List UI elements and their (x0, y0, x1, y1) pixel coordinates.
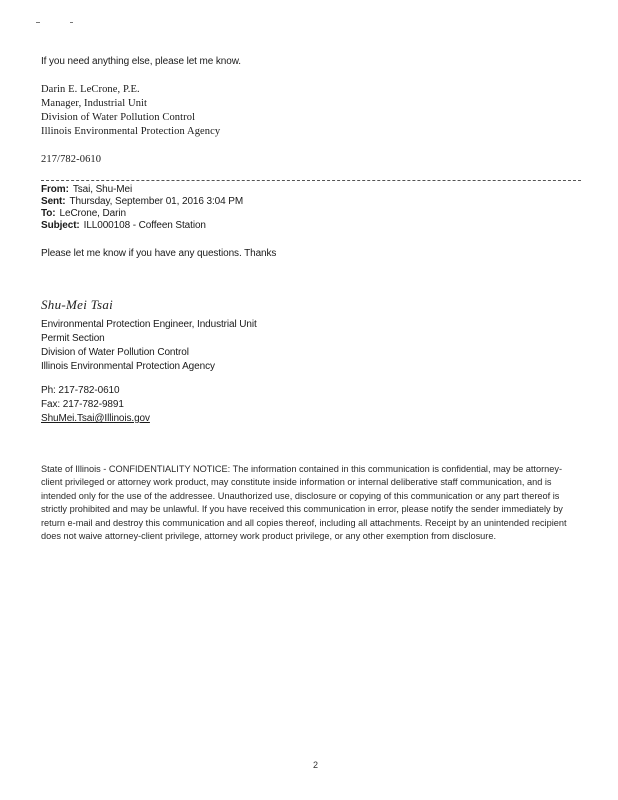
engineer-agency: Illinois Environmental Protection Agency (41, 361, 215, 372)
sender-agency: Illinois Environmental Protection Agency (41, 126, 221, 137)
sender-division: Division of Water Pollution Control (41, 112, 196, 123)
header-to (41, 208, 126, 220)
sent-value: Thursday, September 01, 2016 3:04 PM (69, 196, 244, 207)
header-subject (41, 220, 206, 232)
message-body: Please let me know if you have any questions. Thanks (41, 248, 277, 259)
engineer-fax: Fax: 217-782-9891 (41, 399, 124, 410)
confidentiality-notice: State of Illinois - CONFIDENTIALITY NOTICE: The information contained in this communication is confidential, may be attorney-client privileged or attorney work product, may constitute inside information or internal deliberative staff communication, and is intended only for the use of the addressee. Unauthorized use, disclosure or copying of this communication or any part thereof is strictly prohibited and may be unlawful. If you have received this communication in error, please notify the sender immediately by return e-mail and destroy this communication and all copies thereof, including all attachments. Receipt by an unintended recipient does not waive attorney-client privilege, attorney work product privilege, or any other exemption from disclosure. (41, 464, 567, 542)
scan-mark (36, 22, 40, 23)
sender-phone: 217/782-0610 (41, 154, 102, 165)
page-number: 2 (313, 760, 319, 770)
to-label: To: (41, 208, 56, 219)
engineer-division: Division of Water Pollution Control (41, 347, 189, 358)
sender-title: Manager, Industrial Unit (41, 98, 148, 109)
handwritten-signature: Shu-Mei Tsai (41, 297, 114, 312)
sender-name: Darin E. LeCrone, P.E. (41, 84, 140, 95)
permit-section: Permit Section (41, 333, 105, 344)
subject-label: Subject: (41, 220, 80, 231)
from-label: From: (41, 184, 69, 195)
scan-mark (70, 22, 73, 23)
engineer-title: Environmental Protection Engineer, Industrial Unit (41, 319, 257, 330)
from-value: Tsai, Shu-Mei (72, 184, 133, 195)
closing-line: If you need anything else, please let me know. (41, 56, 241, 67)
subject-value: ILL000108 - Coffeen Station (83, 220, 206, 231)
header-sent (41, 196, 243, 208)
header-from (41, 184, 132, 196)
email-address[interactable]: ShuMei.Tsai@Illinois.gov (41, 413, 150, 424)
to-value: LeCrone, Darin (59, 208, 126, 219)
forward-divider (41, 180, 581, 181)
engineer-email-link[interactable] (41, 413, 150, 425)
sent-label: Sent: (41, 196, 66, 207)
engineer-phone: Ph: 217-782-0610 (41, 385, 120, 396)
